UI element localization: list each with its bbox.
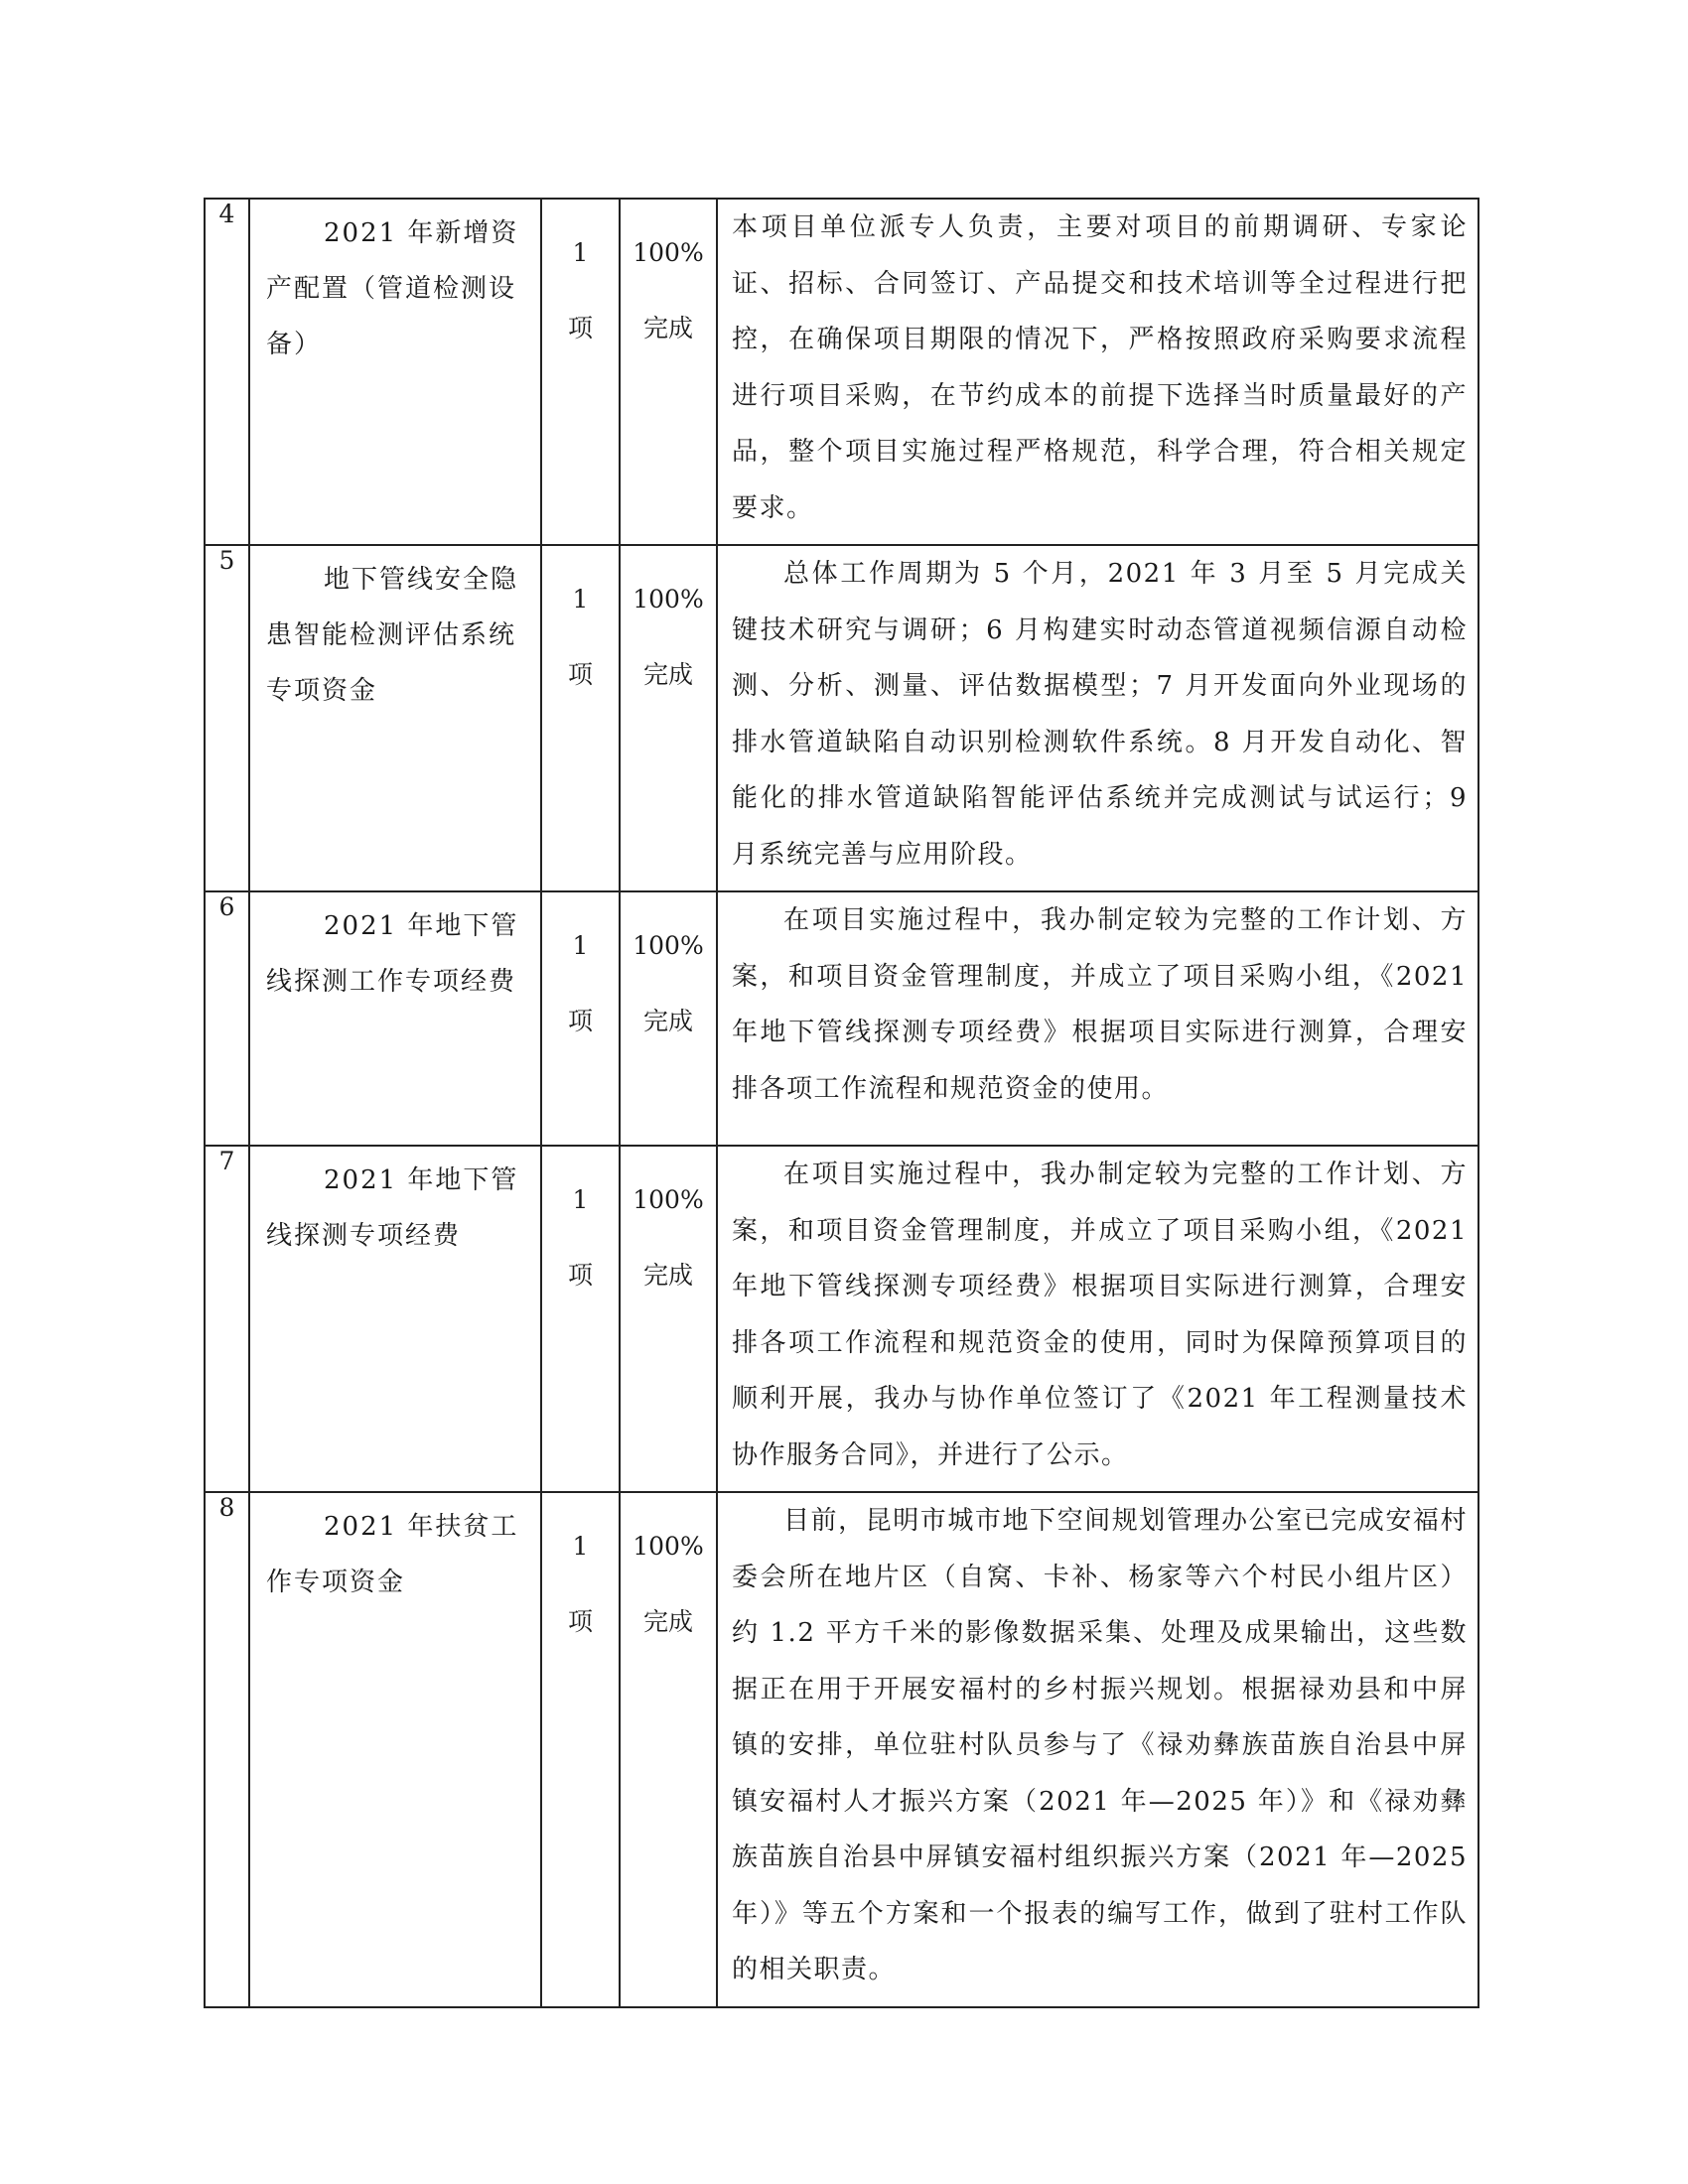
completion-cell [620,1492,717,2007]
quantity-unit: 项 [567,1007,593,1035]
description-text: 在项目实施过程中，我办制定较为完整的工作计划、方案，和项目资金管理制度，并成立了项目采购小组，《2021 年地下管线探测专项经费》根据项目实际进行测算，合理安排各项工作流程和规范资金的使用。 [732,905,1468,1104]
table-row [205,891,1478,1146]
description-cell [717,199,1478,545]
project-name: 2021 年地下管线探测专项经费 [266,1165,519,1251]
table-row [205,1492,1478,2007]
project-name: 2021 年扶贫工作专项资金 [266,1512,519,1597]
project-name: 2021 年地下管线探测工作专项经费 [266,911,519,997]
table-row [205,1146,1478,1492]
description-cell [717,1146,1478,1492]
description-text: 在项目实施过程中，我办制定较为完整的工作计划、方案，和项目资金管理制度，并成立了项目采购小组，《2021 年地下管线探测专项经费》根据项目实际进行测算，合理安排各项工作流程和规范资金的使用，同时为保障预算项目的顺利开展，我办与协作单位签订了《2021 年工程测量技术协作服务合同》，并进行了公示。 [732,1160,1468,1470]
project-name-cell [249,199,541,545]
table-row [205,545,1478,891]
completion-status: 完成 [642,314,693,342]
quantity-cell [541,1146,620,1492]
project-name-cell [249,1492,541,2007]
description-cell [717,1492,1478,2007]
quantity-number: 1 [572,1532,589,1561]
completion-cell [620,891,717,1146]
quantity-cell [541,891,620,1146]
row-number: 4 [205,199,249,545]
project-name-cell [249,891,541,1146]
description-text: 总体工作周期为 5 个月，2021 年 3 月至 5 月完成关键技术研究与调研；6 月构建实时动态管道视频信源自动检测、分析、测量、评估数据模型；7 月开发面向外业现场的排水管道缺陷自动识别检测软件系统。8 月开发自动化、智能化的排水管道缺陷智能评估系统并完成测试与试运行；9 月系统完善与应用阶段。 [732,559,1468,870]
completion-percent: 100% [633,585,704,614]
project-name: 2021 年新增资产配置（管道检测设备） [266,218,519,359]
row-number: 7 [205,1146,249,1492]
completion-status: 完成 [642,1607,693,1636]
row-number: 6 [205,891,249,1146]
performance-table [204,198,1479,2008]
completion-percent: 100% [633,931,704,960]
quantity-cell [541,1492,620,2007]
quantity-cell [541,545,620,891]
quantity-cell [541,199,620,545]
completion-percent: 100% [633,1185,704,1214]
completion-status: 完成 [642,660,693,689]
quantity-number: 1 [572,1185,589,1214]
completion-cell [620,199,717,545]
description-cell [717,891,1478,1146]
quantity-number: 1 [572,585,589,614]
completion-percent: 100% [633,238,704,267]
quantity-unit: 项 [567,1607,593,1636]
completion-status: 完成 [642,1007,693,1035]
project-name-cell [249,545,541,891]
completion-status: 完成 [642,1261,693,1290]
completion-percent: 100% [633,1532,704,1561]
project-name: 地下管线安全隐患智能检测评估系统专项资金 [266,565,519,706]
quantity-unit: 项 [567,314,593,342]
description-text: 本项目单位派专人负责，主要对项目的前期调研、专家论证、招标、合同签订、产品提交和技术培训等全过程进行把控，在确保项目期限的情况下，严格按照政府采购要求流程进行项目采购，在节约成本的前提下选择当时质量最好的产品，整个项目实施过程严格规范，科学合理，符合相关规定要求。 [732,212,1468,523]
row-number: 5 [205,545,249,891]
completion-cell [620,545,717,891]
table-row [205,199,1478,545]
description-cell [717,545,1478,891]
description-text: 目前，昆明市城市地下空间规划管理办公室已完成安福村委会所在地片区（自窝、卡补、杨家等六个村民小组片区）约 1.2 平方千米的影像数据采集、处理及成果输出，这些数据正在用于开展安福村的乡村振兴规划。根据禄劝县和中屏镇的安排，单位驻村队员参与了《禄劝彝族苗族自治县中屏镇安福村人才振兴方案（2021 年—2025 年）》和《禄劝彝族苗族自治县中屏镇安福村组织振兴方案（2021 年—2025 年）》等五个方案和一个报表的编写工作，做到了驻村工作队的相关职责。 [732,1506,1468,1984]
project-name-cell [249,1146,541,1492]
quantity-unit: 项 [567,1261,593,1290]
quantity-unit: 项 [567,660,593,689]
quantity-number: 1 [572,238,589,267]
quantity-number: 1 [572,931,589,960]
row-number: 8 [205,1492,249,2007]
completion-cell [620,1146,717,1492]
